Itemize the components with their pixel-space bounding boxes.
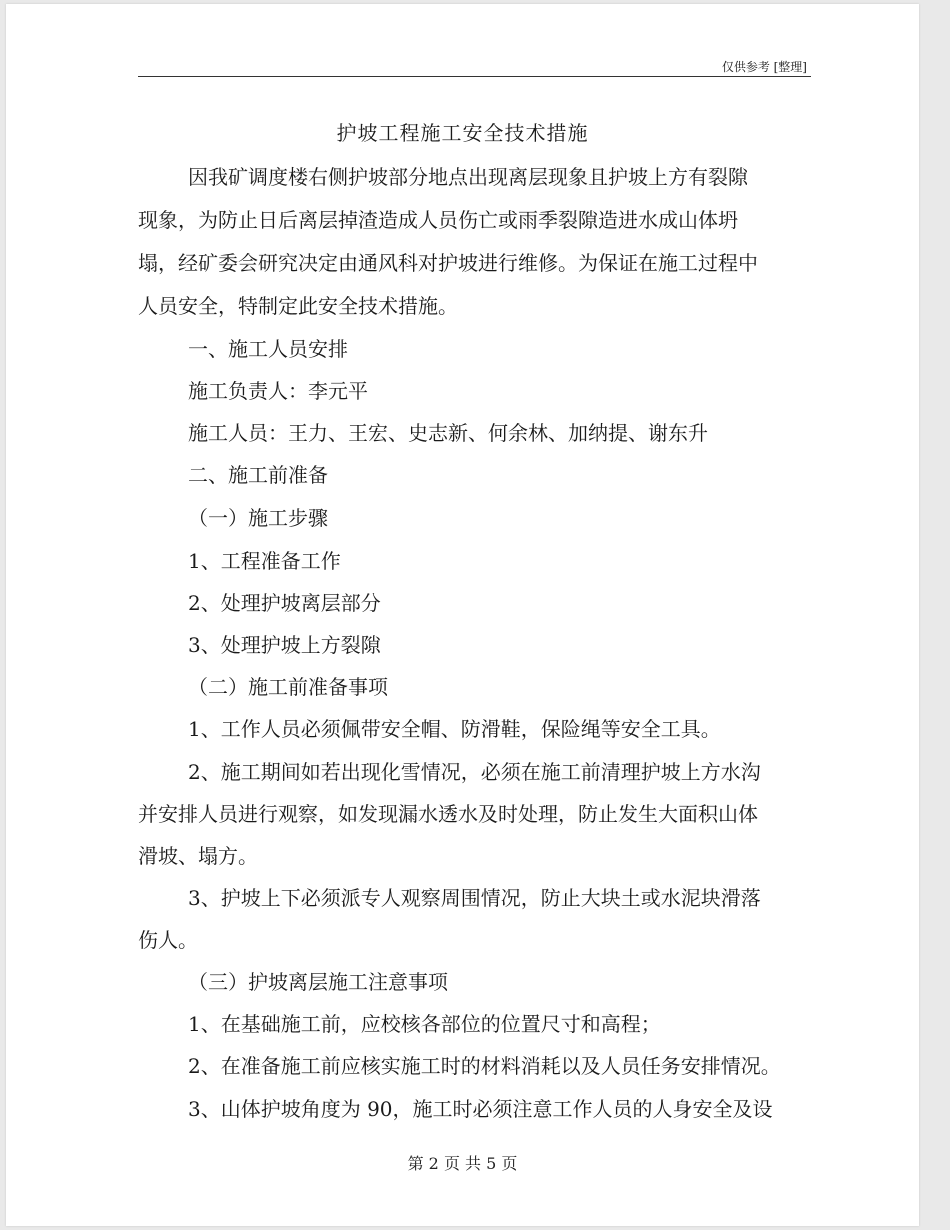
paragraph-line: 因我矿调度楼右侧护坡部分地点出现离层现象且护坡上方有裂隙 <box>188 165 748 189</box>
subsection-heading: （三）护坡离层施工注意事项 <box>188 970 448 994</box>
list-item: 1、在基础施工前，应校核各部位的位置尺寸和高程； <box>188 1012 661 1036</box>
header-note: 仅供参考 [整理] <box>721 60 807 74</box>
paragraph-line: 现象，为防止日后离层掉渣造成人员伤亡或雨季裂隙造进水成山体坍 <box>138 208 738 232</box>
paragraph-line: 塌，经矿委会研究决定由通风科对护坡进行维修。为保证在施工过程中 <box>138 251 758 275</box>
list-item: 3、处理护坡上方裂隙 <box>188 633 381 657</box>
paragraph-line: 并安排人员进行观察，如发现漏水透水及时处理，防止发生大面积山体 <box>138 802 758 826</box>
section-heading: 一、施工人员安排 <box>188 337 348 361</box>
subsection-heading: （一）施工步骤 <box>188 506 328 530</box>
list-item: 1、工作人员必须佩带安全帽、防滑鞋，保险绳等安全工具。 <box>188 717 721 741</box>
list-item: 2、施工期间如若出现化雪情况，必须在施工前清理护坡上方水沟 <box>188 760 761 784</box>
paragraph-line: 施工人员：王力、王宏、史志新、何余林、加纳提、谢东升 <box>188 421 708 445</box>
subsection-heading: （二）施工前准备事项 <box>188 675 388 699</box>
paragraph-line: 施工负责人：李元平 <box>188 379 368 403</box>
page-number: 第 2 页 共 5 页 <box>407 1154 518 1173</box>
document-title: 护坡工程施工安全技术措施 <box>336 121 589 145</box>
section-heading: 二、施工前准备 <box>188 463 328 487</box>
list-item: 2、处理护坡离层部分 <box>188 591 381 615</box>
document-page <box>6 4 919 1226</box>
paragraph-line: 人员安全，特制定此安全技术措施。 <box>138 294 458 318</box>
list-item: 3、护坡上下必须派专人观察周围情况，防止大块土或水泥块滑落 <box>188 886 761 910</box>
list-item: 2、在准备施工前应核实施工时的材料消耗以及人员任务安排情况。 <box>188 1054 781 1078</box>
list-item: 1、工程准备工作 <box>188 549 341 573</box>
paragraph-line: 伤人。 <box>138 928 198 952</box>
list-item: 3、山体护坡角度为 90，施工时必须注意工作人员的人身安全及设 <box>188 1097 773 1121</box>
header-divider <box>138 76 811 77</box>
paragraph-line: 滑坡、塌方。 <box>138 844 258 868</box>
